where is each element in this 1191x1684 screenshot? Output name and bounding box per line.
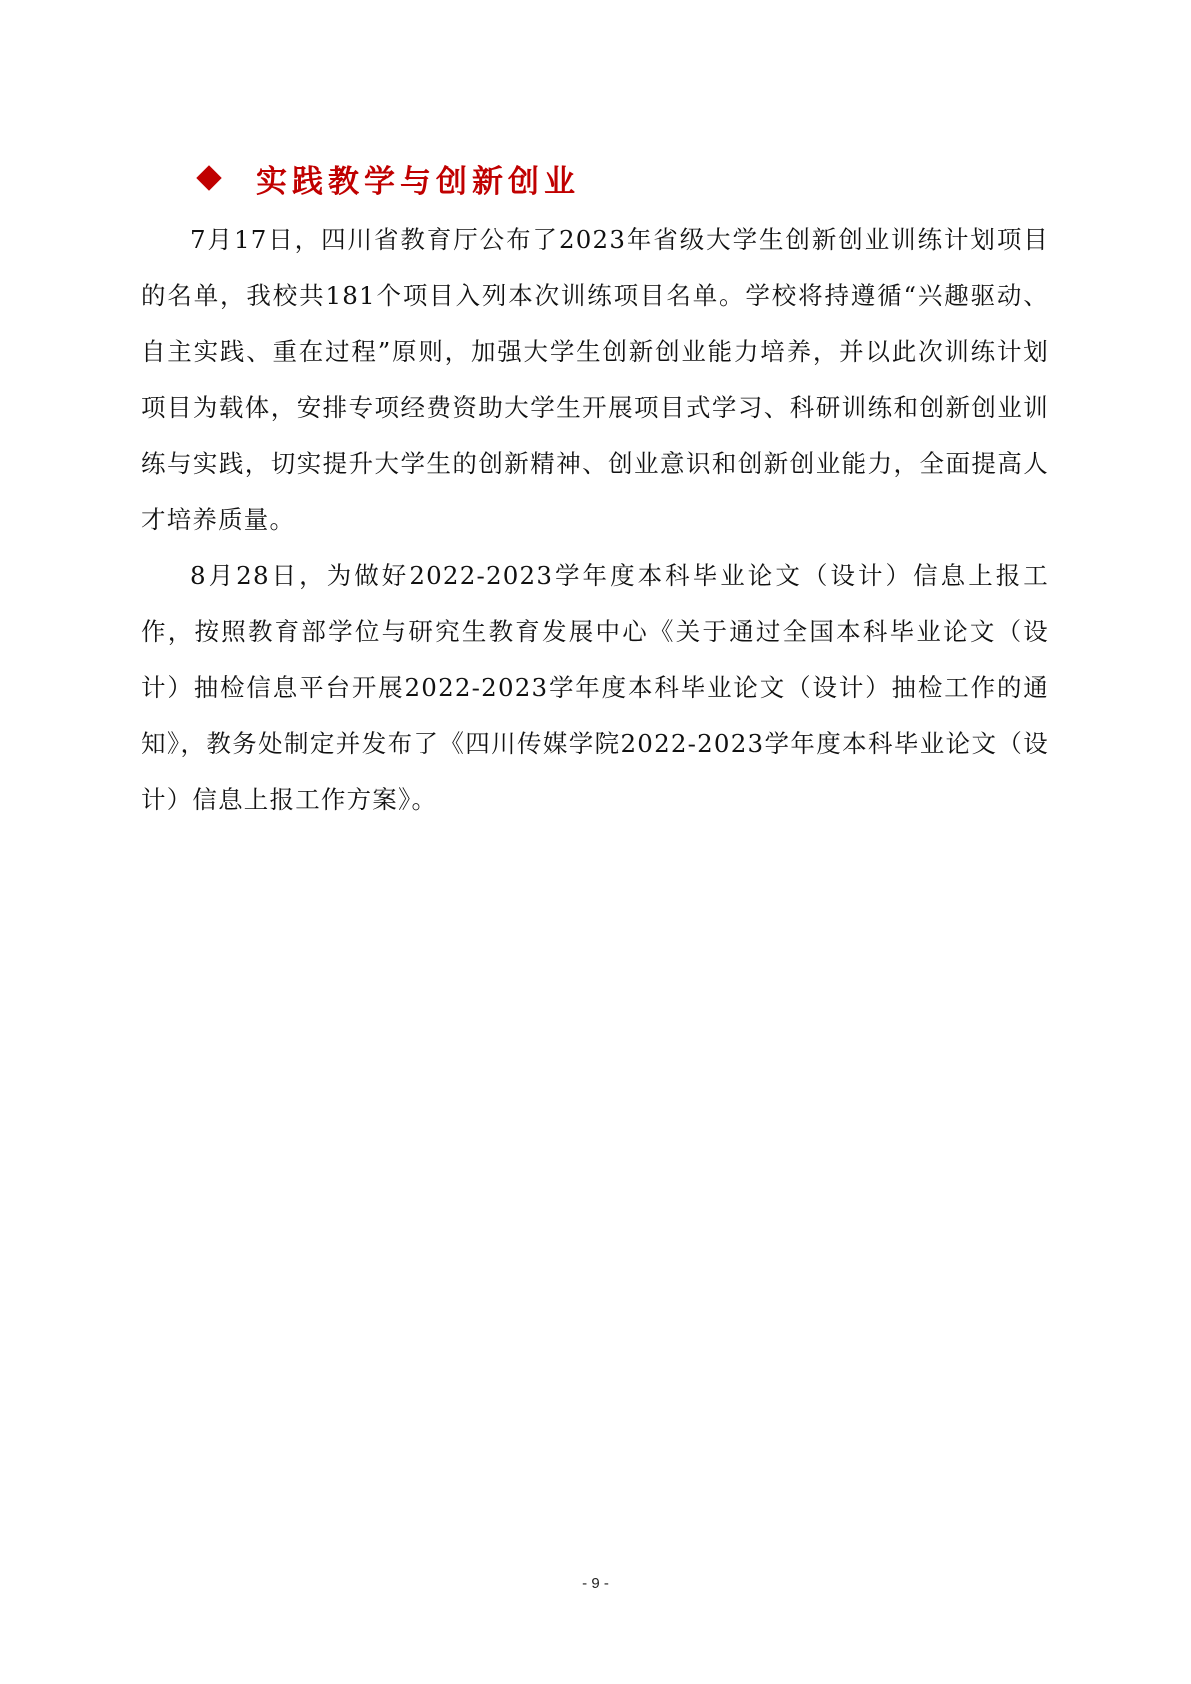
section-heading — [196, 158, 580, 198]
paragraph-innovation-training: 7月17日，四川省教育厅公布了2023年省级大学生创新创业训练计划项目的名单，我校共181个项目入列本次训练项目名单。学校将持遵循“兴趣驱动、自主实践、重在过程”原则，加强大学生创新创业能力培养，并以此次训练计划项目为载体，安排专项经费资助大学生开展项目式学习、科研训练和创新创业训练与实践，切实提升大学生的创新精神、创业意识和创新创业能力，全面提高人才培养质量。 — [141, 225, 1049, 534]
paragraph-thesis-report: 8月28日，为做好2022-2023学年度本科毕业论文（设计）信息上报工作，按照教育部学位与研究生教育发展中心《关于通过全国本科毕业论文（设计）抽检信息平台开展2022-2023学年度本科毕业论文（设计）抽检工作的通知》，教务处制定并发布了《四川传媒学院2022-2023学年度本科毕业论文（设计）信息上报工作方案》。 — [141, 561, 1049, 814]
section-title: 实践教学与创新创业 — [256, 163, 580, 200]
red-diamond-icon — [196, 165, 221, 190]
page-number: - 9 - — [582, 1575, 609, 1592]
body-text — [141, 212, 1049, 828]
